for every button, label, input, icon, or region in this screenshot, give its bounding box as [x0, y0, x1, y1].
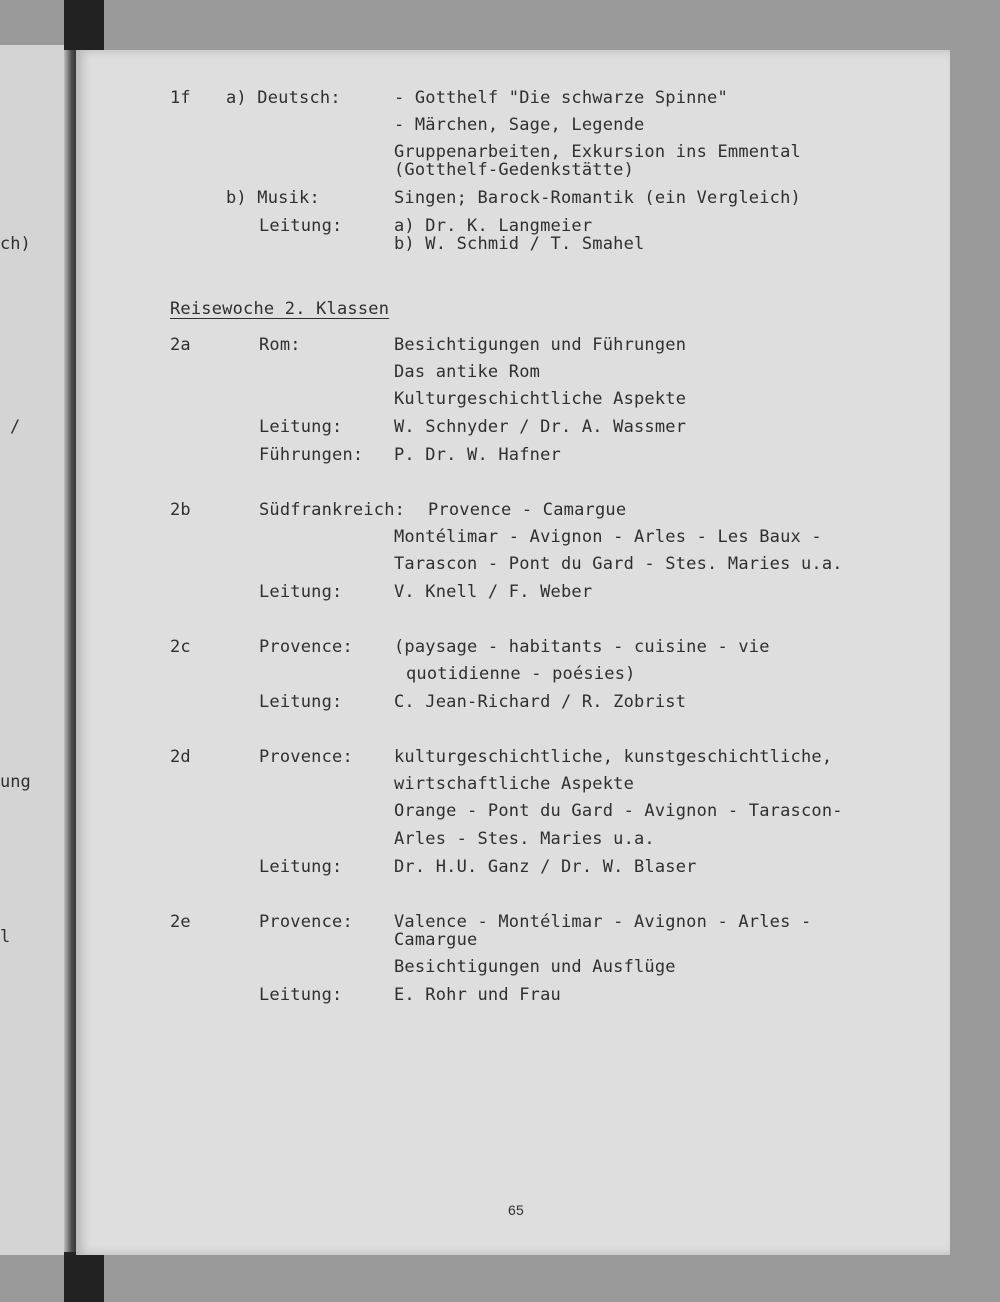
- prev-page-fragment: ung: [0, 772, 31, 792]
- destination-label: Provence:: [259, 747, 353, 767]
- content-line: - Gotthelf "Die schwarze Spinne": [394, 88, 728, 108]
- page-number: 65: [508, 1202, 524, 1218]
- content-line: Das antike Rom: [394, 362, 541, 382]
- content-line: Montélimar - Avignon - Arles - Les Baux -: [394, 527, 822, 547]
- leitung-value: Dr. H.U. Ganz / Dr. W. Blaser: [394, 857, 697, 877]
- content-line: Orange - Pont du Gard - Avignon - Tarascon-: [394, 801, 843, 821]
- leitung-label: Leitung:: [259, 417, 343, 437]
- leitung-value: E. Rohr und Frau: [394, 985, 561, 1005]
- subject-label: a) Deutsch:: [226, 88, 341, 108]
- fuehrungen-label: Führungen:: [259, 445, 364, 465]
- leitung-value: W. Schnyder / Dr. A. Wassmer: [394, 417, 687, 437]
- leitung-label: Leitung:: [259, 582, 343, 602]
- leitung-value: b) W. Schmid / T. Smahel: [394, 234, 645, 254]
- content-line: wirtschaftliche Aspekte: [394, 774, 635, 794]
- content-line: Besichtigungen und Ausflüge: [394, 957, 676, 977]
- leitung-label: Leitung:: [259, 857, 343, 877]
- content-line: (paysage - habitants - cuisine - vie: [394, 637, 770, 657]
- content-line: (Gotthelf-Gedenkstätte): [394, 160, 635, 180]
- subject-label: b) Musik:: [226, 188, 320, 208]
- document-page: [76, 50, 950, 1255]
- content-line: Camargue: [394, 930, 478, 950]
- previous-page: [0, 45, 74, 1255]
- prev-page-fragment: l: [0, 927, 11, 947]
- leitung-label: Leitung:: [259, 692, 343, 712]
- content-line: Besichtigungen und Führungen: [394, 335, 687, 355]
- destination-label: Südfrankreich:: [259, 500, 406, 520]
- destination-label: Rom:: [259, 335, 301, 355]
- content-line: Singen; Barock-Romantik (ein Vergleich): [394, 188, 801, 208]
- leitung-value: C. Jean-Richard / R. Zobrist: [394, 692, 687, 712]
- content-line: Gruppenarbeiten, Exkursion ins Emmental: [394, 142, 801, 162]
- content-line: Arles - Stes. Maries u.a.: [394, 829, 655, 849]
- section-number: 2c: [170, 637, 191, 657]
- content-line: Kulturgeschichtliche Aspekte: [394, 389, 687, 409]
- content-line: Valence - Montélimar - Avignon - Arles -: [394, 912, 812, 932]
- section-number: 2a: [170, 335, 191, 355]
- prev-page-fragment: ch): [0, 234, 31, 254]
- content-line: - Märchen, Sage, Legende: [394, 115, 645, 135]
- scan-edge-top: [64, 0, 104, 50]
- leitung-value: V. Knell / F. Weber: [394, 582, 593, 602]
- section-number: 2e: [170, 912, 191, 932]
- scan-edge-bottom: [64, 1252, 104, 1302]
- destination-label: Provence:: [259, 637, 353, 657]
- leitung-label: Leitung:: [259, 985, 343, 1005]
- section-number: 2d: [170, 747, 191, 767]
- content-line: Tarascon - Pont du Gard - Stes. Maries u.a.: [394, 554, 843, 574]
- section-number: 2b: [170, 500, 191, 520]
- leitung-value: a) Dr. K. Langmeier: [394, 216, 593, 236]
- section-number: 1f: [170, 88, 191, 108]
- fuehrungen-value: P. Dr. W. Hafner: [394, 445, 561, 465]
- prev-page-fragment: /: [10, 417, 21, 437]
- destination-label: Provence:: [259, 912, 353, 932]
- section-heading: Reisewoche 2. Klassen: [170, 299, 390, 319]
- content-line: quotidienne - poésies): [406, 664, 636, 684]
- leitung-label: Leitung:: [259, 216, 343, 236]
- content-line: kulturgeschichtliche, kunstgeschichtliche,: [394, 747, 833, 767]
- content-line: Provence - Camargue: [428, 500, 627, 520]
